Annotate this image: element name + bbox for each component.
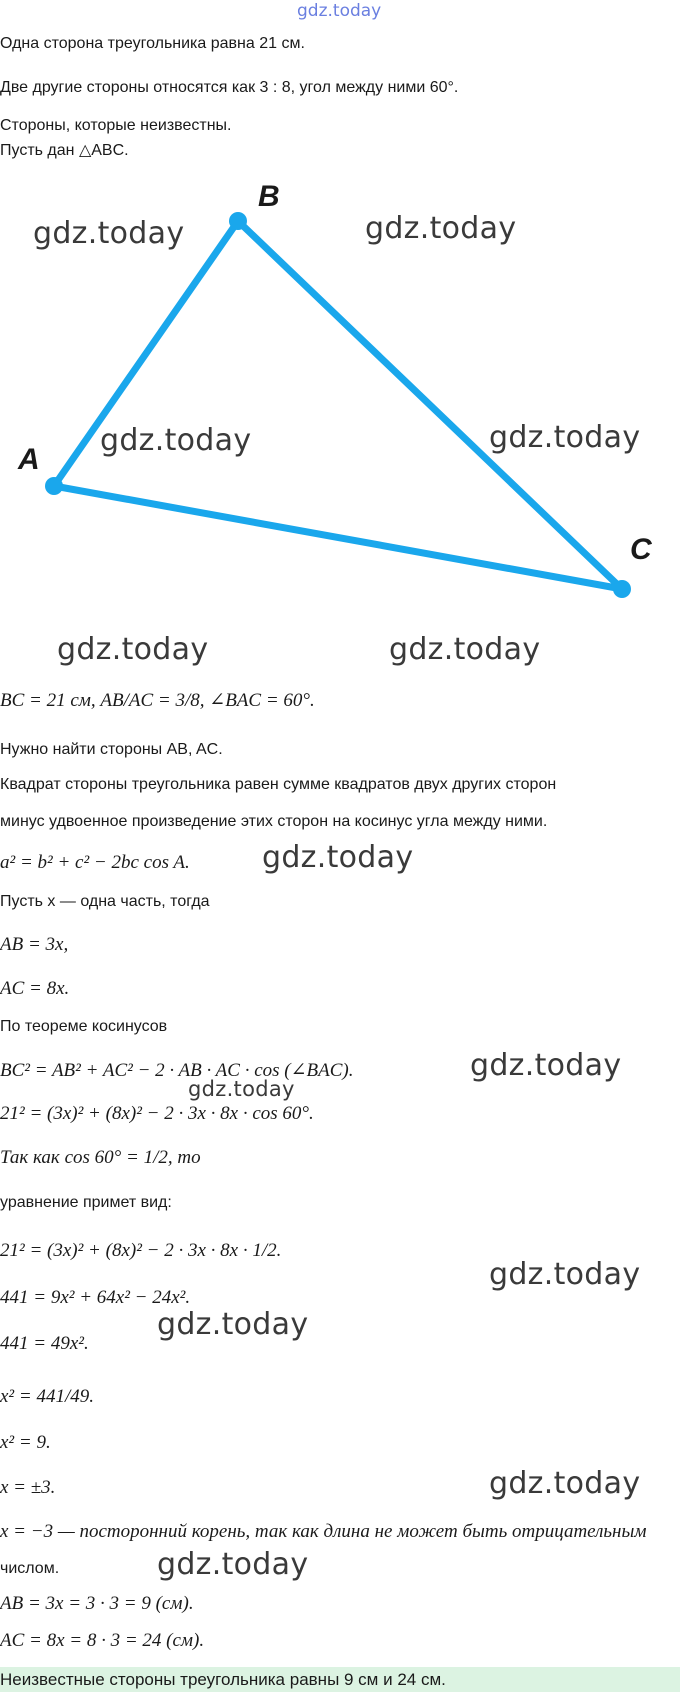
reject-line-1: x = −3 — посторонний корень, так как длина не может быть отрицательным bbox=[0, 1521, 647, 1542]
problem-line-1: Одна сторона треугольника равна 21 см. bbox=[0, 35, 305, 52]
watermark: gdz.today bbox=[489, 420, 641, 455]
rule-line-2: минус удвоенное произведение этих сторон на косинус угла между ними. bbox=[0, 813, 548, 830]
reject-line-2: числом. bbox=[0, 1560, 60, 1577]
problem-line-3: Стороны, которые неизвестны. bbox=[0, 117, 232, 134]
side-ac bbox=[54, 486, 622, 589]
let-line: Пусть x — одна часть, тогда bbox=[0, 893, 210, 910]
result-ab: AB = 3x = 3 · 3 = 9 (см). bbox=[0, 1593, 194, 1614]
watermark: gdz.today bbox=[188, 1077, 295, 1101]
given-line: BC = 21 см, AB/AC = 3/8, ∠BAC = 60°. bbox=[0, 690, 315, 711]
ab-expression: AB = 3x, bbox=[0, 934, 69, 955]
watermark: gdz.today bbox=[489, 1466, 641, 1501]
watermark: gdz.today bbox=[100, 423, 252, 458]
ac-expression: AC = 8x. bbox=[0, 978, 70, 999]
equation-8: x = ±3. bbox=[0, 1477, 56, 1498]
equation-3: 21² = (3x)² + (8x)² − 2 · 3x · 8x · 1/2. bbox=[0, 1240, 282, 1261]
equation-7: x² = 9. bbox=[0, 1432, 51, 1453]
find-line: Нужно найти стороны AB, AC. bbox=[0, 741, 223, 758]
vertex-b-dot bbox=[229, 212, 247, 230]
equation-2: 21² = (3x)² + (8x)² − 2 · 3x · 8x · cos 60°. bbox=[0, 1103, 314, 1124]
watermark: gdz.today bbox=[389, 632, 541, 667]
cosine-formula: a² = b² + c² − 2bc cos A. bbox=[0, 852, 190, 873]
theorem-line: По теореме косинусов bbox=[0, 1018, 168, 1035]
watermark: gdz.today bbox=[157, 1547, 309, 1582]
watermark: gdz.today bbox=[33, 216, 185, 251]
since-line: Так как cos 60° = 1/2, то bbox=[0, 1147, 201, 1168]
problem-line-2: Две другие стороны относятся как 3 : 8, угол между ними 60°. bbox=[0, 79, 459, 96]
watermark: gdz.today bbox=[365, 211, 517, 246]
triangle-diagram bbox=[0, 0, 680, 620]
equation-6: x² = 441/49. bbox=[0, 1386, 94, 1407]
side-bc bbox=[238, 221, 622, 589]
watermark: gdz.today bbox=[262, 840, 414, 875]
vertex-a-dot bbox=[45, 477, 63, 495]
vertex-label-b: B bbox=[258, 180, 280, 213]
vertex-label-c: C bbox=[630, 533, 652, 566]
watermark: gdz.today bbox=[470, 1048, 622, 1083]
watermark: gdz.today bbox=[57, 632, 209, 667]
answer-line: Неизвестные стороны треугольника равны 9 см и 24 см. bbox=[0, 1670, 446, 1689]
rule-line-1: Квадрат стороны треугольника равен сумме квадратов двух других сторон bbox=[0, 776, 557, 793]
vertex-label-a: A bbox=[18, 443, 40, 476]
result-ac: AC = 8x = 8 · 3 = 24 (см). bbox=[0, 1630, 205, 1651]
since-continuation: уравнение примет вид: bbox=[0, 1194, 172, 1211]
watermark: gdz.today bbox=[489, 1257, 641, 1292]
watermark: gdz.today bbox=[157, 1307, 309, 1342]
problem-line-4: Пусть дан △ABC. bbox=[0, 142, 129, 159]
equation-5: 441 = 49x². bbox=[0, 1333, 89, 1354]
equation-4: 441 = 9x² + 64x² − 24x². bbox=[0, 1287, 191, 1308]
equation-1: BC² = AB² + AC² − 2 · AB · AC · cos (∠BAC). bbox=[0, 1060, 354, 1081]
vertex-c-dot bbox=[613, 580, 631, 598]
header-watermark: gdz.today bbox=[297, 1, 382, 21]
